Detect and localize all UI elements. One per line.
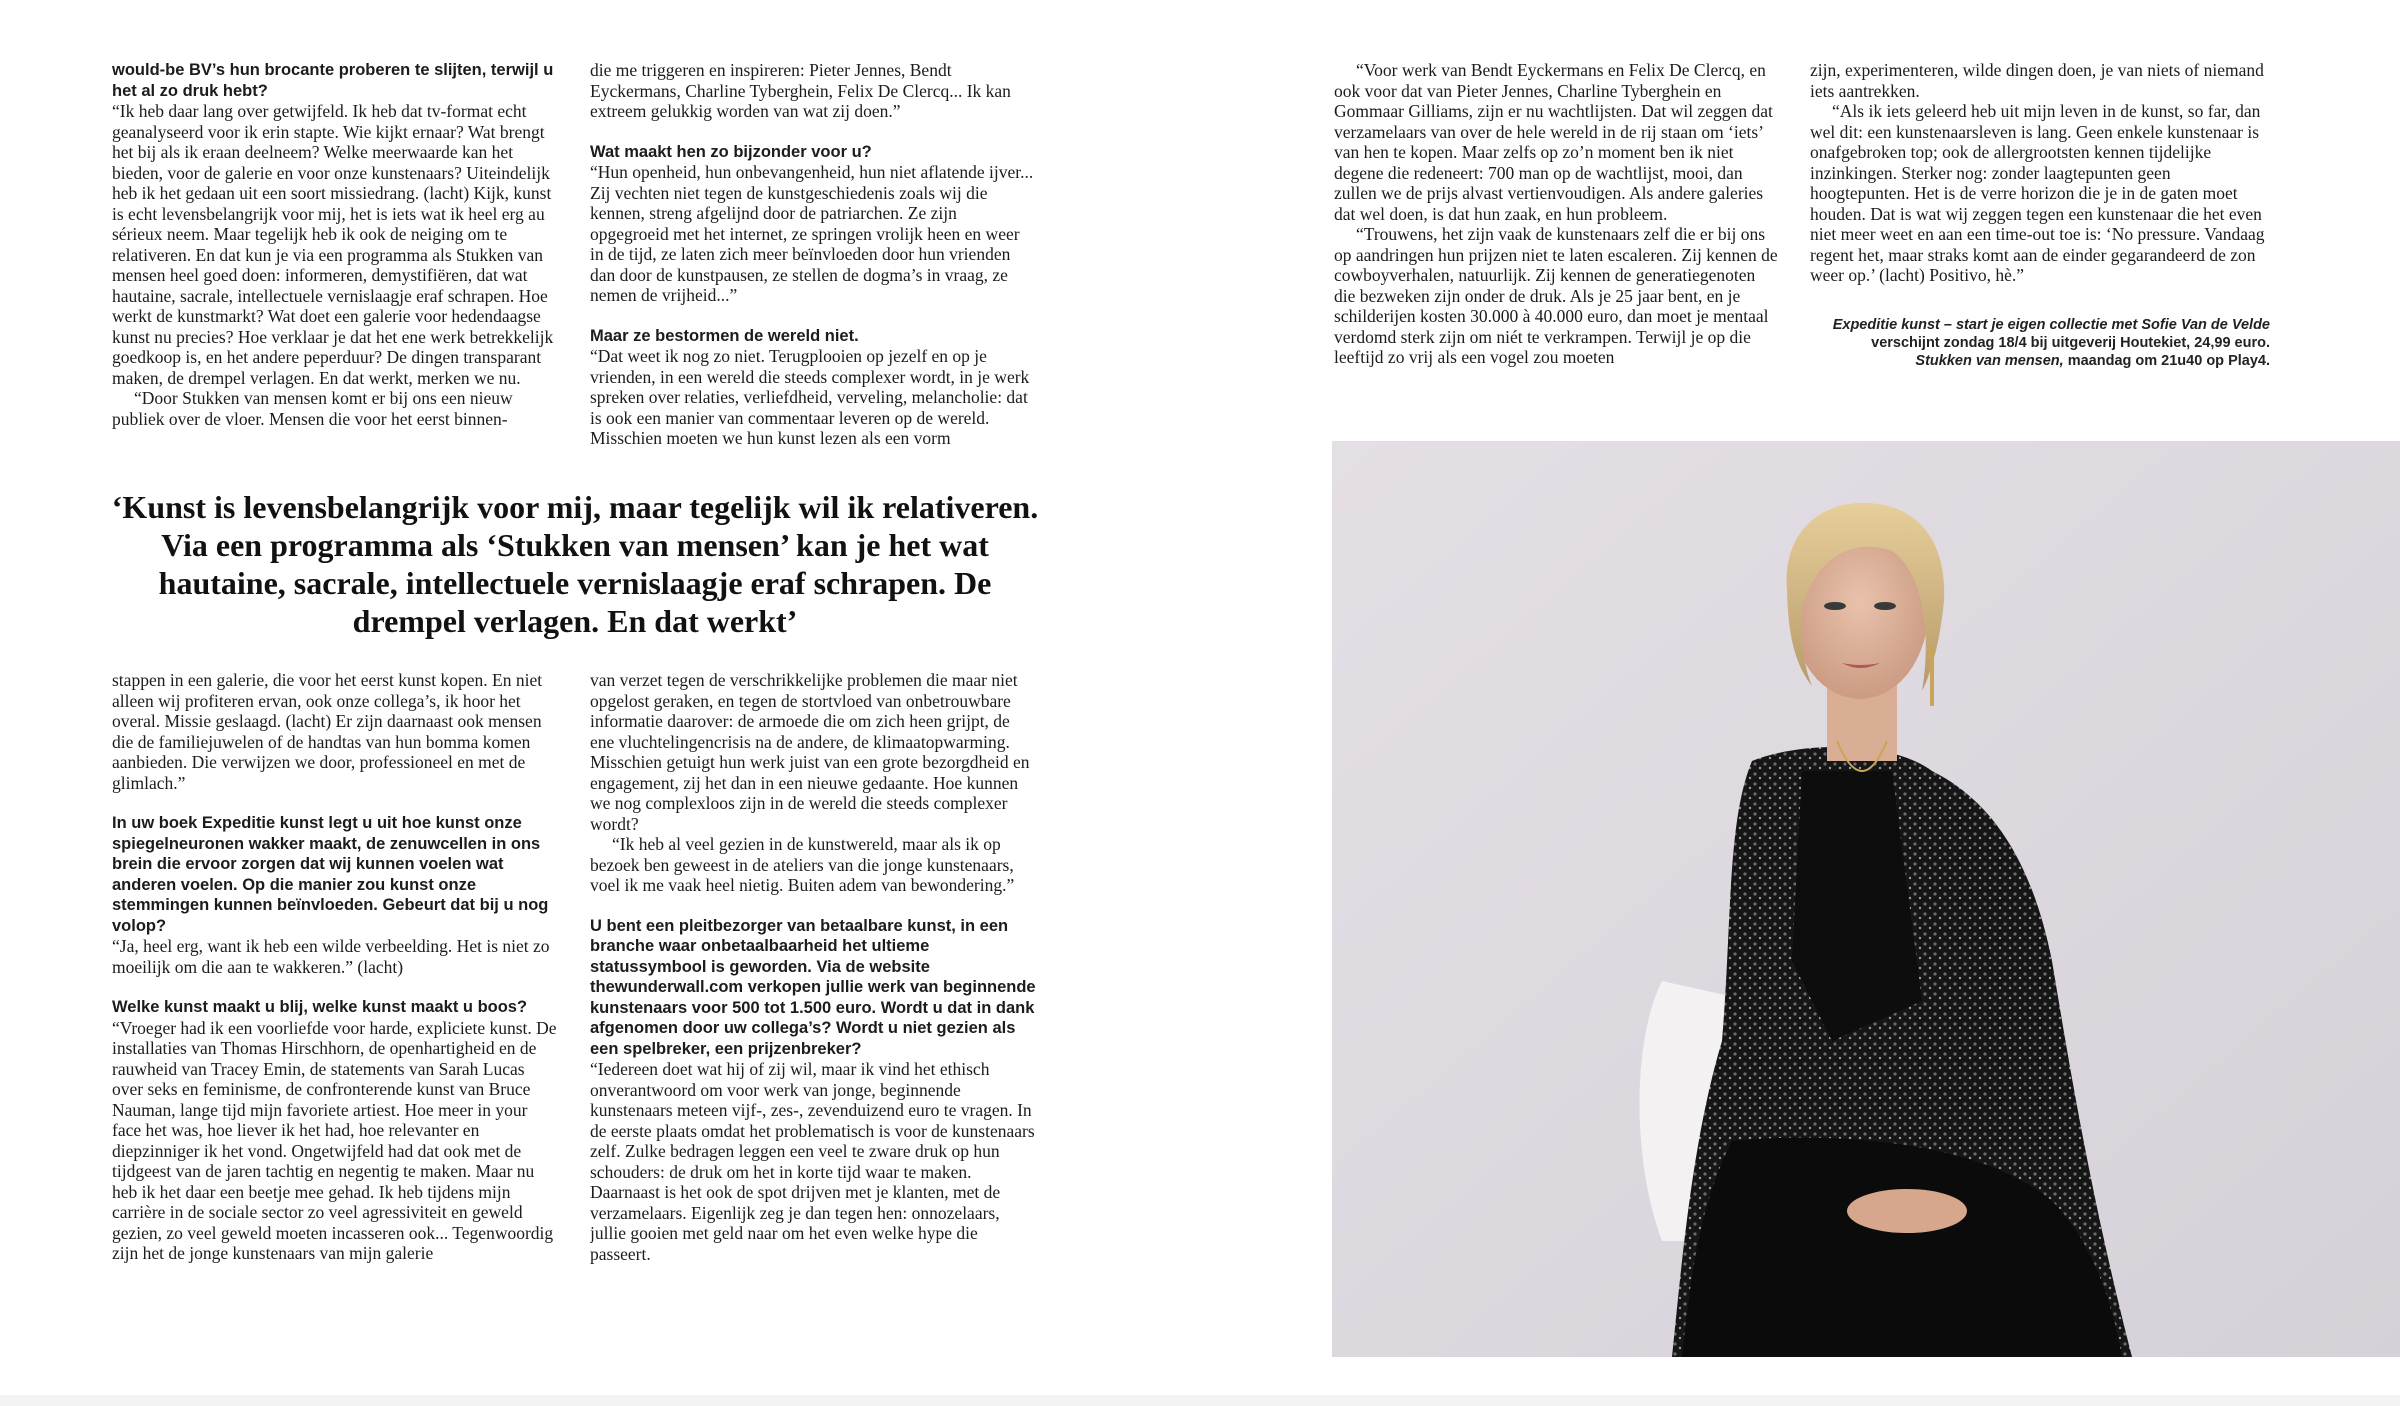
article-paragraph: “Ja, heel erg, want ik heb een wilde verbeelding. Het is niet zo moeilijk om die aan te wakkeren.” (lacht)	[112, 936, 550, 977]
credit-line-3-rest: maandag om 21u40 op Play4.	[2063, 353, 2270, 369]
column-2-bottom	[590, 670, 1036, 1270]
interview-question: Wat maakt hen zo bijzonder voor u?	[590, 142, 872, 161]
column-1-top	[112, 60, 558, 448]
right-eye	[1874, 602, 1896, 610]
interview-question: would-be BV’s hun brocante proberen te slijten, terwijl u het al zo druk hebt?	[112, 61, 554, 100]
credit-line-2: verschijnt zondag 18/4 bij uitgeverij Houtekiet, 24,99 euro.	[1871, 335, 2270, 351]
article-paragraph: “Dat weet ik nog zo niet. Terugplooien op jezelf en op je vrienden, in een wereld die steeds complexer wordt, in je werk spreken over relaties, verliefdheid, verveling, melancholie: dat is ook een manier van commentaar leveren op de wereld. Misschien moeten we hun kunst lezen als een vorm	[590, 346, 1030, 448]
credit-line-3-title: Stukken van mensen,	[1915, 353, 2064, 369]
hand	[1847, 1189, 1967, 1233]
article-paragraph: “Als ik iets geleerd heb uit mijn leven in de kunst, so far, dan wel dit: een kunstenaarsleven is lang. Geen enkele kunstenaar is onafgebroken top; ook de allergrootsten kennen tijdelijke inzinkingen. Sterker nog: zonder laagtepunten geen hoogtepunten. Het is de verre horizon die je in de gaten moet houden. Dat is wat wij zeggen tegen een kunstenaar die het even niet meer weet en aan een time-out toe is: ‘No pressure. Vandaag regent het, maar straks komt aan de einder gegarandeerd de zon weer op.’ (lacht) Positivo, hè.”	[1810, 101, 2265, 285]
article-paragraph: “Door Stukken van mensen komt er bij ons een nieuw publiek over de vloer. Mensen die voor het eerst binnen-	[112, 388, 513, 429]
page-bottom-band	[0, 1395, 2400, 1406]
article-paragraph: “Ik heb daar lang over getwijfeld. Ik heb dat tv-format echt geanalyseerd voor ik erin stapte. Wie kijkt ernaar? Wat brengt het bij als ik eraan deelneem? Welke meerwaarde kan het bieden, voor de galerie en voor onze kunstenaars? Uiteindelijk heb ik het gedaan uit een soort missiedrang. (lacht) Kijk, kunst is echt levensbelangrijk voor mij, het is iets wat ik heel erg au sérieux neem. Maar tegelijk heb ik ook de neiging om te relativeren. En dat kun je via een programma als Stukken van mensen heel goed doen: informeren, demystifiëren, dat wat hautaine, sacrale, intellectuele vernislaagje eraf schrapen. Hoe werkt de kunstmarkt? Wat doet een galerie voor hedendaagse kunst nu precies? Hoe verklaar je dat het ene werk betrekkelijk goedkoop is, en het andere peperduur? De dingen transparant maken, de drempel verlagen. En dat werkt, merken we nu.	[112, 101, 554, 388]
column-3	[1334, 60, 1780, 370]
article-paragraph: “Hun openheid, hun onbevangenheid, hun niet aflatende ijver... Zij vechten niet tegen de kunstgeschiedenis zoals wij die kennen, streng afgelijnd door de patriarchen. Ze zijn opgegroeid met het internet, ze springen vrolijk heen en weer in de tijd, ze laten zich meer beïnvloeden door hun vrienden dan door de kunstpausen, ze stellen de dogma’s in vraag, ze nemen de vrijheid...”	[590, 162, 1034, 305]
column-4	[1810, 60, 2270, 310]
article-paragraph: “Trouwens, het zijn vaak de kunstenaars zelf die er bij ons op aandringen hun prijzen niet te laten escaleren. Zij kennen de cowboyverhalen, natuurlijk. Zij kennen de generatiegenoten die bezweken zijn onder de druk. Als je 25 jaar bent, en je schilderijen kosten 30.000 à 40.000 euro, dan moet je mentaal verdomd sterk zijn om niét te verkrampen. Terwijl je op die leeftijd zo vrij als een vogel zou moeten	[1334, 224, 1778, 367]
article-paragraph: “Voor werk van Bendt Eyckermans en Felix De Clercq, en ook voor dat van Pieter Jennes, Charline Tyberghein en Gommaar Gilliams, zijn er nu wachtlijsten. Dat wil zeggen dat verzamelaars van over de hele wereld in de rij staan om ‘iets’ van hen te kopen. Maar zelfs op zo’n moment ben ik niet degene die redeneert: 700 man op de wachtlijst, mooi, dan zullen we de prijs alvast vertienvoudigen. Als andere galeries dat wel doen, is dat hun zaak, en hun probleem.	[1334, 60, 1773, 224]
earring	[1930, 646, 1934, 706]
interview-question: Maar ze bestormen de wereld niet.	[590, 326, 859, 345]
article-paragraph: “Vroeger had ik een voorliefde voor harde, expliciete kunst. De installaties van Thomas Hirschhorn, de openhartigheid en de rauwheid van Tracey Emin, de statements van Sarah Lucas over seks en feminisme, de confronterende kunst van Bruce Nauman, lange tijd mijn favoriete artiest. Hoe meer in your face het was, hoe liever ik het had, hoe relevanter en diepzinniger ik het vond. Ongetwijfeld had dat ook met de tijdgeest van de jaren tachtig en negentig te maken. Maar nu heb ik het daar een beetje mee gehad. Ik heb tijdens mijn carrière in de sociale sector zo veel agressiviteit en geweld gezien, zo veel geweld moeten incasseren ook... Tegenwoordig zijn het de jonge kunstenaars van mijn galerie	[112, 1017, 557, 1263]
column-1-bottom	[112, 670, 558, 1270]
article-paragraph: zijn, experimenteren, wilde dingen doen, je van niets of niemand iets aantrekken.	[1810, 60, 2264, 101]
article-paragraph: stappen in een galerie, die voor het eerst kunst kopen. En niet alleen wij profiteren ervan, ook onze collega’s, ik hoor het overal. Missie geslaagd. (lacht) Er zijn daarnaast ook mensen die de familiejuwelen of de handtas van hun bomma komen aanbieden. Die verwijzen we door, professioneel en met de glimlach.”	[112, 670, 543, 793]
interview-question: In uw boek Expeditie kunst legt u uit hoe kunst onze spiegelneuronen wakker maakt, de zenuwcellen in ons brein die ervoor zorgen dat wij kunnen voelen wat anderen voelen. Op die manier zou kunst onze stemmingen kunnen beïnvloeden. Gebeurt dat bij u nog volop?	[112, 814, 549, 935]
article-paragraph: die me triggeren en inspireren: Pieter Jennes, Bendt Eyckermans, Charline Tyberghein, Felix De Clercq... Ik kan extreem gelukkig worden van wat zij doen.”	[590, 60, 1011, 121]
article-paragraph: “Ik heb al veel gezien in de kunstwereld, maar als ik op bezoek ben geweest in de ateliers van die jonge kunstenaars, voel ik me vaak heel nietig. Buiten adem van bewondering.”	[590, 834, 1015, 895]
article-paragraph: van verzet tegen de verschrikkelijke problemen die maar niet opgelost geraken, en tegen de stortvloed van onbetrouwbare informatie daarover: de armoede die om zich heen grijpt, de ene vluchtelingencrisis na de andere, de klimaatopwarming. Misschien getuigt hun werk juist van een grote bezorgdheid en engagement, zij het dan in een nieuwe gedaante. Hoe kunnen we nog complexloos zijn in de wereld die steeds complexer wordt?	[590, 670, 1030, 834]
column-2-top	[590, 60, 1036, 448]
credit-line-1: Expeditie kunst – start je eigen collectie met Sofie Van de Velde	[1832, 317, 2270, 333]
left-eye	[1824, 602, 1846, 610]
pull-quote: ‘Kunst is levensbelangrijk voor mij, maar tegelijk wil ik relativeren. Via een programma als ‘Stukken van mensen’ kan je het wat hautaine, sacrale, intellectuele vernislaagje eraf schrapen. De drempel verlagen. En dat werkt’	[111, 489, 1039, 639]
article-paragraph: “Iedereen doet wat hij of zij wil, maar ik vind het ethisch onverantwoord om voor werk van jonge, beginnende kunstenaars meteen vijf-, zes-, zevenduizend euro te vragen. In de eerste plaats omdat het problematisch is voor de kunstenaars zelf. Zulke bedragen leggen een veel te zware druk op hun schouders: de druk om het in korte tijd waar te maken. Daarnaast is het ook de spot drijven met je klanten, met de verzamelaars. Eigenlijk zeg je dan tegen hen: onnozelaars, jullie gooien met geld naar om het even welke hype die passeert.	[590, 1059, 1035, 1264]
portrait-photo	[1332, 441, 2400, 1357]
interview-question: U bent een pleitbezorger van betaalbare kunst, in een branche waar onbetaalbaarheid het ultieme statussymbool is geworden. Via de website thewunderwall.com verkopen jullie werk van beginnende kunstenaars voor 500 tot 1.500 euro. Wordt u dat in dank afgenomen door uw collega’s? Wordt u niet gezien als een spelbreker, een prijzenbreker?	[590, 916, 1036, 1058]
portrait-illustration	[1332, 441, 2400, 1357]
book-credit	[1800, 316, 2270, 370]
interview-question: Welke kunst maakt u blij, welke kunst maakt u boos?	[112, 998, 528, 1016]
